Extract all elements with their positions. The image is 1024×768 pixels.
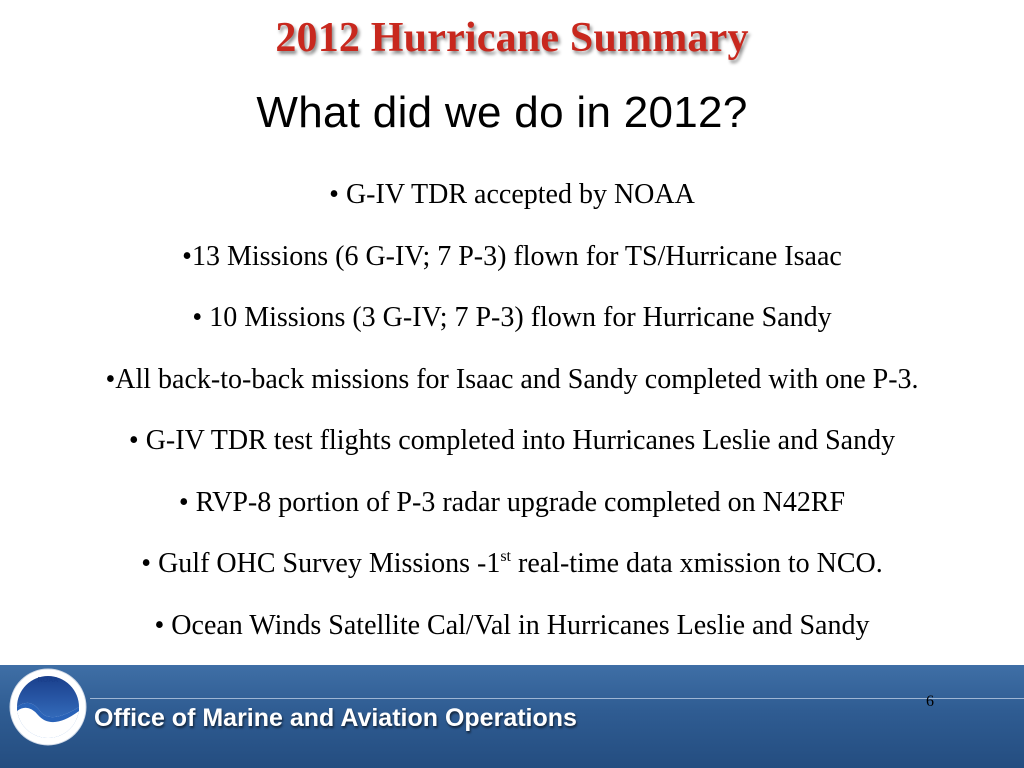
bullet-item: • G-IV TDR accepted by NOAA [329,179,695,210]
logo-text: NOAA [37,677,59,684]
noaa-logo-icon [8,667,88,747]
bullet-item: • G-IV TDR test flights completed into Hurricanes Leslie and Sandy [128,425,896,456]
bullet-item: • 10 Missions (3 G-IV; 7 P-3) flown for Hurricane Sandy [192,302,832,333]
slide-title: 2012 Hurricane Summary [275,15,749,61]
bullet-text: • Gulf OHC Survey Missions -1 [141,548,501,579]
bullet-item: •13 Missions (6 G-IV; 7 P-3) flown for TS/Hurricane Isaac [182,240,842,272]
footer-divider [90,698,1024,699]
bullet-item: •All back-to-back missions for Isaac and Sandy completed with one P-3. [105,363,919,395]
bullet-item: • RVP-8 portion of P-3 radar upgrade completed on N42RF [178,486,846,518]
bullet-item [0,541,1024,603]
bullet-item: • Ocean Winds Satellite Cal/Val in Hurricanes Leslie and Sandy [154,609,870,641]
bullet-list [0,172,1024,664]
ordinal-suffix: st [500,548,511,565]
organization-name: Office of Marine and Aviation Operations [94,704,577,732]
footer-bar [0,665,1024,768]
slide-subtitle: What did we do in 2012? [256,88,748,137]
bullet-text: real-time data xmission to NCO. [511,548,883,579]
page-number: 6 [926,693,934,710]
